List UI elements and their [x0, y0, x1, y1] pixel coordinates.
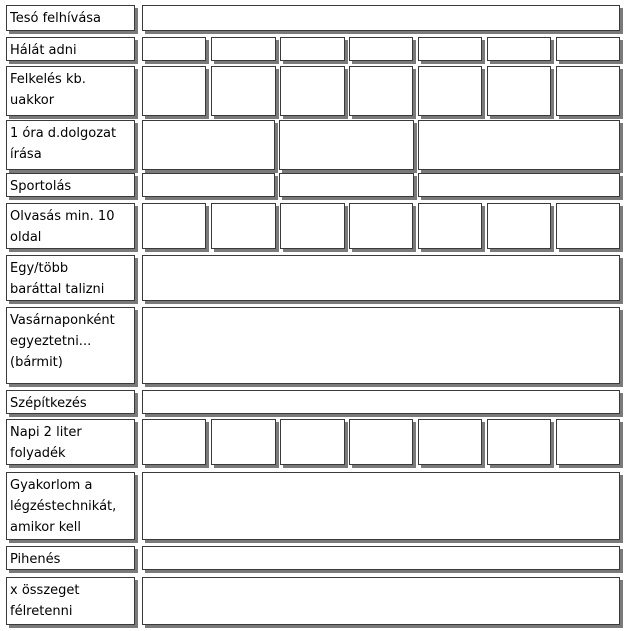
checkbox-cell-viz-4[interactable]: [349, 419, 413, 465]
checkbox-cell-halat-4[interactable]: [349, 37, 413, 61]
row-label-halat: Hálát adni: [6, 37, 135, 61]
checkbox-cell-viz-6[interactable]: [487, 419, 551, 465]
checkbox-cell-viz-7[interactable]: [556, 419, 620, 465]
checkbox-cell-pihenes-1[interactable]: [142, 546, 620, 570]
row-label-viz: Napi 2 liter folyadék: [6, 419, 135, 465]
row-label-penz: x összeget félretenni: [6, 577, 135, 625]
checkbox-cell-dolgozat-2[interactable]: [279, 120, 414, 170]
checkbox-cell-teso-1[interactable]: [142, 5, 620, 31]
checkbox-cell-halat-2[interactable]: [211, 37, 276, 61]
checkbox-cell-olvasas-5[interactable]: [418, 203, 482, 249]
checkbox-cell-olvasas-2[interactable]: [211, 203, 276, 249]
checkbox-cell-dolgozat-1[interactable]: [142, 120, 275, 170]
checkbox-cell-barat-1[interactable]: [142, 255, 620, 301]
checkbox-cell-legzes-1[interactable]: [142, 472, 620, 540]
checkbox-cell-viz-5[interactable]: [418, 419, 482, 465]
checkbox-cell-olvasas-6[interactable]: [487, 203, 551, 249]
checkbox-cell-olvasas-3[interactable]: [280, 203, 345, 249]
row-label-barat: Egy/több baráttal talizni: [6, 255, 135, 301]
row-label-olvasas: Olvasás min. 10 oldal: [6, 203, 135, 249]
checkbox-cell-olvasas-7[interactable]: [556, 203, 620, 249]
checkbox-cell-olvasas-1[interactable]: [142, 203, 206, 249]
checkbox-cell-szepites-1[interactable]: [142, 390, 620, 414]
checkbox-cell-felkeles-4[interactable]: [349, 66, 413, 116]
checkbox-cell-halat-7[interactable]: [556, 37, 620, 61]
checkbox-cell-vasarnap-1[interactable]: [142, 307, 620, 384]
checkbox-cell-felkeles-7[interactable]: [556, 66, 620, 116]
checkbox-cell-viz-2[interactable]: [211, 419, 276, 465]
row-label-vasarnap: Vasárnaponként egyeztetni... (bármit): [6, 307, 135, 384]
checkbox-cell-dolgozat-3[interactable]: [418, 120, 620, 170]
checkbox-cell-viz-3[interactable]: [280, 419, 345, 465]
checkbox-cell-halat-5[interactable]: [418, 37, 482, 61]
checkbox-cell-felkeles-6[interactable]: [487, 66, 551, 116]
checkbox-cell-felkeles-1[interactable]: [142, 66, 206, 116]
checkbox-cell-halat-1[interactable]: [142, 37, 206, 61]
checkbox-cell-halat-3[interactable]: [280, 37, 345, 61]
checkbox-cell-sport-1[interactable]: [142, 173, 275, 197]
checkbox-cell-halat-6[interactable]: [487, 37, 551, 61]
checkbox-cell-sport-2[interactable]: [279, 173, 414, 197]
checkbox-cell-felkeles-5[interactable]: [418, 66, 482, 116]
checkbox-cell-sport-3[interactable]: [418, 173, 620, 197]
checkbox-cell-penz-1[interactable]: [142, 577, 620, 625]
row-label-sport: Sportolás: [6, 173, 135, 197]
row-label-felkeles: Felkelés kb. uakkor: [6, 66, 135, 116]
checkbox-cell-viz-1[interactable]: [142, 419, 206, 465]
row-label-dolgozat: 1 óra d.dolgozat írása: [6, 120, 135, 170]
row-label-teso: Tesó felhívása: [6, 5, 135, 31]
row-label-pihenes: Pihenés: [6, 546, 135, 570]
checkbox-cell-felkeles-3[interactable]: [280, 66, 345, 116]
checkbox-cell-felkeles-2[interactable]: [211, 66, 276, 116]
checkbox-cell-olvasas-4[interactable]: [349, 203, 413, 249]
row-label-szepites: Szépítkezés: [6, 390, 135, 414]
row-label-legzes: Gyakorlom a légzéstechnikát, amikor kell: [6, 472, 135, 540]
